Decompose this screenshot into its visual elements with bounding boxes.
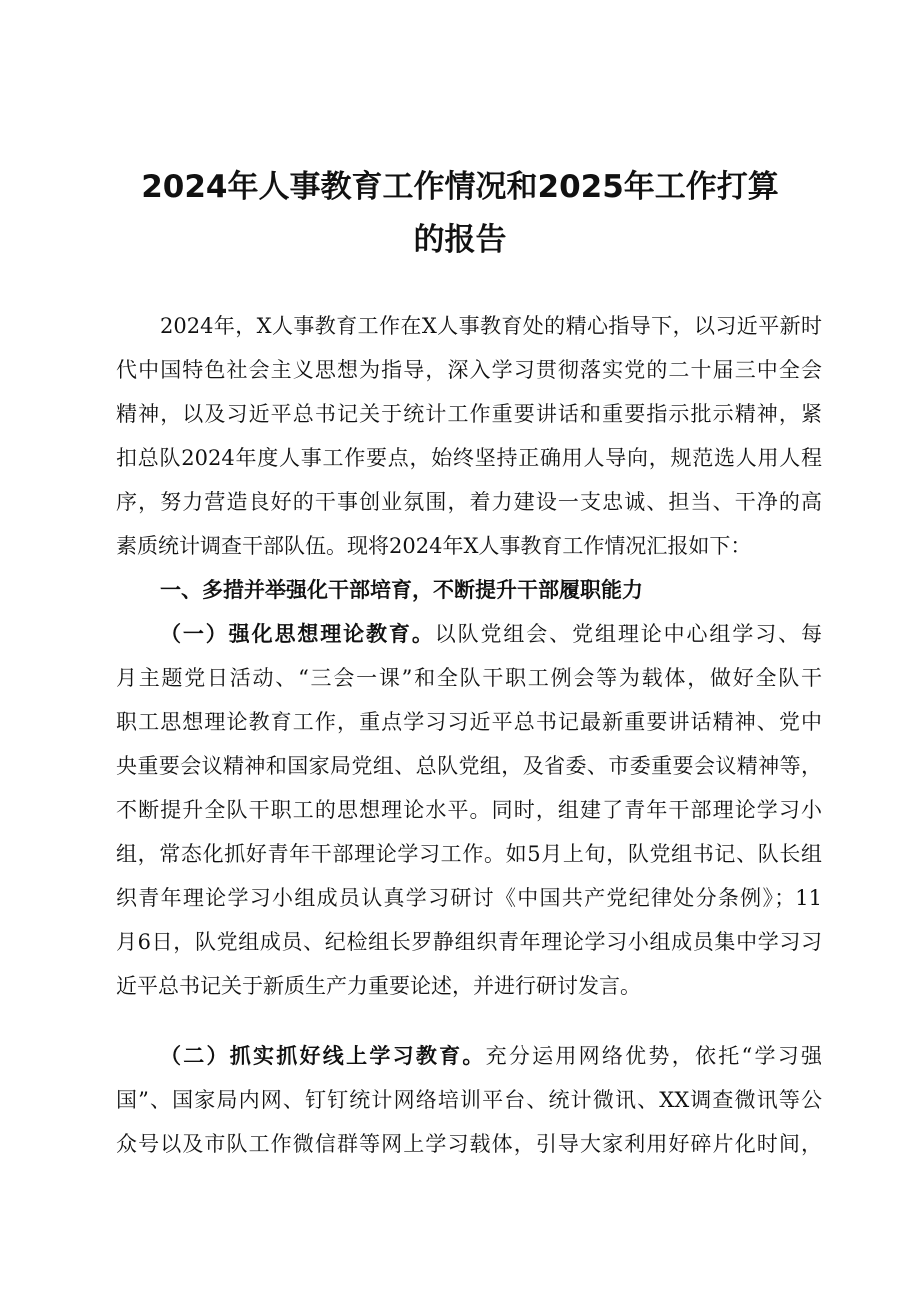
- sub-1-heading: （一）强化思想理论教育。: [160, 621, 435, 646]
- intro-line-3: 精神，以及习近平总书记关于统计工作重要讲话和重要指示批示精神，紧: [116, 402, 822, 426]
- sub-2-first-line-text: 充分运用网络优势，依托“学习强: [485, 1044, 822, 1068]
- sub-1-line-4: 央重要会议精神和国家局党组、总队党组，及省委、市委重要会议精神等，: [116, 754, 822, 778]
- sub-1-line-6: 组，常态化抓好青年干部理论学习工作。如5月上旬，队党组书记、队长组: [116, 842, 822, 866]
- intro-line-5: 序，努力营造良好的干事创业氛围，着力建设一支忠诚、担当、干净的高: [116, 490, 822, 514]
- intro-line-6: 素质统计调查干部队伍。现将2024年X人事教育工作情况汇报如下：: [116, 534, 752, 558]
- sub-1-first-line: [160, 619, 822, 649]
- sub-1-line-5: 不断提升全队干职工的思想理论水平。同时，组建了青年干部理论学习小: [116, 798, 822, 822]
- sub-1-line-9: 近平总书记关于新质生产力重要论述，并进行研讨发言。: [116, 974, 641, 998]
- intro-line-4: 扣总队2024年度人事工作要点，始终坚持正确用人导向，规范选人用人程: [116, 446, 822, 470]
- report-title-line-1: 2024年人事教育工作情况和2025年工作打算: [141, 169, 779, 205]
- sub-1-line-8: 月6日，队党组成员、纪检组长罗静组织青年理论学习小组成员集中学习习: [116, 930, 822, 954]
- intro-line-2: 代中国特色社会主义思想为指导，深入学习贯彻落实党的二十届三中全会: [116, 358, 822, 382]
- sub-2-line-3: 众号以及市队工作微信群等网上学习载体，引导大家利用好碎片化时间，: [116, 1132, 822, 1156]
- sub-2-first-line: [160, 1041, 822, 1071]
- sub-1-first-line-text: 以队党组会、党组理论中心组学习、每: [434, 622, 823, 646]
- sub-2-line-2: 国”、国家局内网、钉钉统计网络培训平台、统计微讯、XX调查微讯等公: [116, 1088, 822, 1112]
- sub-1-line-3: 职工思想理论教育工作，重点学习习近平总书记最新重要讲话精神、党中: [116, 710, 822, 734]
- sub-2-heading: （二）抓实抓好线上学习教育。: [160, 1043, 486, 1068]
- sub-1-line-7: 织青年理论学习小组成员认真学习研讨《中国共产党纪律处分条例》；11: [116, 886, 822, 910]
- intro-line-1: 2024年，X人事教育工作在X人事教育处的精心指导下，以习近平新时: [160, 314, 822, 338]
- section-1-heading: 一、多措并举强化干部培育，不断提升干部履职能力: [160, 577, 643, 602]
- sub-1-line-2: 月主题党日活动、“三会一课”和全队干职工例会等为载体，做好全队干: [116, 666, 822, 690]
- report-title-line-2: 的报告: [413, 222, 507, 258]
